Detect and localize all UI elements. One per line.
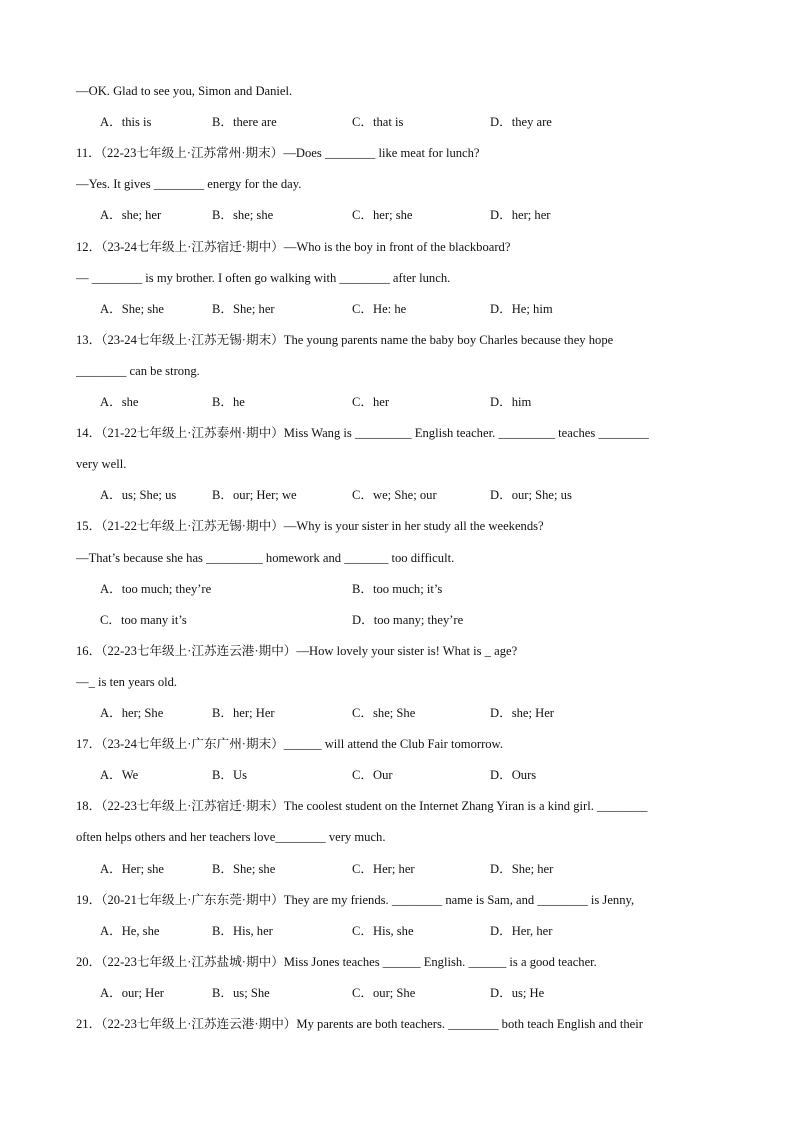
answer-option[interactable]: B．her; Her <box>212 706 275 720</box>
answer-option[interactable]: C．too many it’s <box>100 612 187 627</box>
answer-option[interactable]: D．He; him <box>490 301 553 316</box>
answer-option[interactable]: C．her <box>352 395 390 409</box>
question-line: —Yes. It gives ________ energy for the day. <box>76 177 302 192</box>
question-stem: 21．（22-23七年级上·江苏连云港·期中）My parents are both teachers. ________ both teach English and their <box>76 1017 643 1031</box>
answer-option[interactable]: B．Us <box>212 768 247 783</box>
question-line: —_ is ten years old. <box>76 674 178 689</box>
answer-option[interactable]: C．she; She <box>352 706 416 720</box>
question-options-row <box>0 485 794 505</box>
question-stem: 16．（22-23七年级上·江苏连云港·期中）—How lovely your sister is! What is _ age? <box>76 643 518 658</box>
question-options-row <box>0 921 794 941</box>
question-line: — ________ is my brother. I often go walking with ________ after lunch. <box>76 270 451 285</box>
answer-option[interactable]: A．us; She; us <box>100 488 177 503</box>
intro-line: —OK. Glad to see you, Simon and Daniel. <box>76 84 293 98</box>
answer-option[interactable]: C．His, she <box>352 923 414 938</box>
answer-option[interactable]: C．that is <box>352 115 404 130</box>
question-stem: 18．（22-23七年级上·江苏宿迁·期末）The coolest student on the Internet Zhang Yiran is a kind girl. ________ <box>76 799 648 814</box>
question-stem: 14．（21-22七年级上·江苏泰州·期中）Miss Wang is _________ English teacher. _________ teaches ________ <box>76 426 649 441</box>
answer-option[interactable]: A．too much; they’re <box>100 581 212 596</box>
answer-option[interactable]: D．She; her <box>490 861 554 876</box>
answer-option[interactable]: C．her; she <box>352 208 413 223</box>
question-options-row <box>0 765 794 785</box>
question-line: often helps others and her teachers love________ very much. <box>76 830 386 845</box>
answer-option[interactable]: A．this is <box>100 115 152 130</box>
answer-option[interactable]: B．there are <box>212 115 277 130</box>
question-options-row <box>0 703 794 723</box>
question-line: ________ can be strong. <box>76 363 200 378</box>
question-options-row <box>0 983 794 1003</box>
answer-option[interactable]: A．she; her <box>100 208 162 223</box>
answer-option[interactable]: B．too much; it’s <box>352 581 443 596</box>
question-stem: 19．（20-21七年级上·广东东莞·期中）They are my friends. ________ name is Sam, and ________ is Jenny, <box>76 892 635 907</box>
question-options-row <box>0 610 794 630</box>
question-stem: 12．（23-24七年级上·江苏宿迁·期中）—Who is the boy in front of the blackboard? <box>76 239 511 254</box>
question-stem: 13．（23-24七年级上·江苏无锡·期末）The young parents name the baby boy Charles because they hope <box>76 332 614 347</box>
question-options-row <box>0 299 794 319</box>
answer-option[interactable]: C．Our <box>352 768 393 783</box>
answer-option[interactable]: D．Ours <box>490 768 537 783</box>
answer-option[interactable]: C．we; She; our <box>352 488 437 503</box>
question-stem: 11．（22-23七年级上·江苏常州·期末）—Does ________ like meat for lunch? <box>76 146 480 161</box>
question-options-row <box>0 392 794 412</box>
answer-option[interactable]: B．she; she <box>212 208 274 223</box>
answer-option[interactable]: A．she <box>100 395 139 409</box>
answer-option[interactable]: C．He: he <box>352 301 407 316</box>
answer-option[interactable]: A．our; Her <box>100 985 165 1000</box>
question-stem: 15．（21-22七年级上·江苏无锡·期中）—Why is your sister in her study all the weekends? <box>76 519 544 534</box>
answer-option[interactable]: D．her; her <box>490 208 551 223</box>
intro-options-row <box>0 112 794 132</box>
question-options-row <box>0 859 794 879</box>
answer-option[interactable]: C．our; She <box>352 985 416 1000</box>
answer-option[interactable]: B．he <box>212 395 245 409</box>
answer-option[interactable]: D．Her, her <box>490 923 553 938</box>
answer-option[interactable]: D．too many; they’re <box>352 612 464 627</box>
answer-option[interactable]: C．Her; her <box>352 861 415 876</box>
answer-option[interactable]: D．she; Her <box>490 706 555 720</box>
answer-option[interactable]: A．He, she <box>100 923 160 938</box>
answer-option[interactable]: B．us; She <box>212 985 270 1000</box>
answer-option[interactable]: A．She; she <box>100 301 165 316</box>
answer-option[interactable]: A．Her; she <box>100 861 165 876</box>
question-line: very well. <box>76 457 127 472</box>
answer-option[interactable]: D．they are <box>490 115 552 130</box>
question-options-row <box>0 579 794 599</box>
answer-option[interactable]: D．our; She; us <box>490 488 572 503</box>
answer-option[interactable]: D．us; He <box>490 985 545 1000</box>
answer-option[interactable]: D．him <box>490 395 532 409</box>
answer-option[interactable]: B．our; Her; we <box>212 488 297 503</box>
answer-option[interactable]: A．We <box>100 768 139 783</box>
question-stem: 20．（22-23七年级上·江苏盐城·期中）Miss Jones teaches ______ English. ______ is a good teacher. <box>76 954 597 969</box>
question-line: —That’s because she has _________ homework and _______ too difficult. <box>76 550 455 565</box>
answer-option[interactable]: A．her; She <box>100 706 164 720</box>
answer-option[interactable]: B．She; her <box>212 301 275 316</box>
question-stem: 17．（23-24七年级上·广东广州·期末）______ will attend the Club Fair tomorrow. <box>76 737 503 752</box>
answer-option[interactable]: B．His, her <box>212 923 273 938</box>
question-options-row <box>0 205 794 225</box>
answer-option[interactable]: B．She; she <box>212 861 276 876</box>
